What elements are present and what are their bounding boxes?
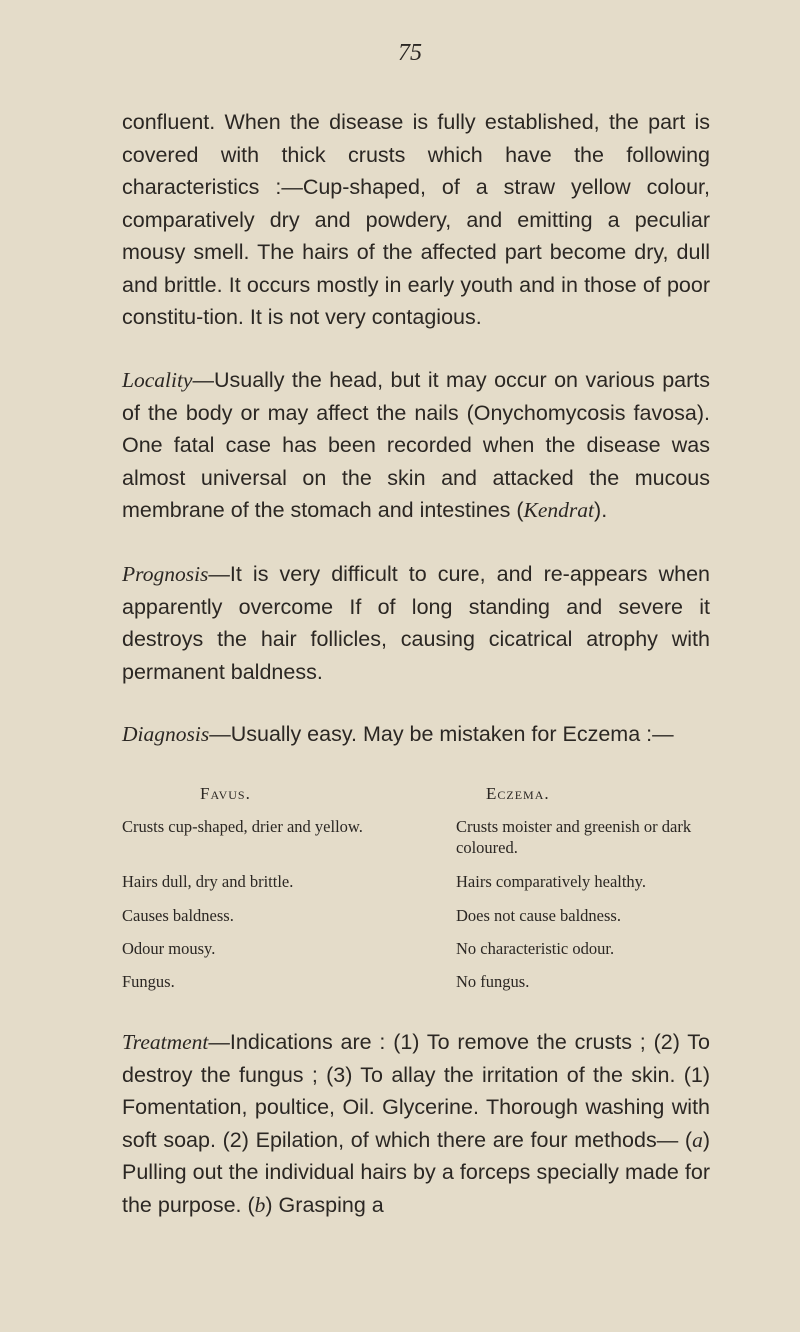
paragraph-treatment <box>122 1026 710 1221</box>
description-text: confluent. When the disease is fully established, the part is covered with thick crusts which have the following characteristics :—Cup-shaped, of a straw yellow colour, comparatively dry and powdery, and emitting a peculiar mousy smell. The hairs of the affected part become dry, dull and brittle. It occurs mostly in early youth and in those of poor constitu-tion. It is not very contagious. <box>122 110 710 329</box>
column-heading-favus: Favus. <box>200 784 251 803</box>
eczema-row-3: Does not cause baldness. <box>456 906 621 925</box>
prognosis-label: Prognosis <box>122 562 209 586</box>
favus-row-3: Causes baldness. <box>122 906 234 925</box>
column-heading-eczema: Eczema. <box>486 784 550 803</box>
eczema-row-4: No characteristic odour. <box>456 939 615 958</box>
prognosis-text: —It is very difficult to cure, and re-appears when apparently overcome If of long standing and severe it destroys the hair follicles, causing cicatrical atrophy with permanent baldness. <box>122 562 710 684</box>
diagnosis-text: —Usually easy. May be mistaken for Eczema :— <box>209 722 674 746</box>
page-number: 75 <box>398 40 422 66</box>
favus-row-1: Crusts cup-shaped, drier and yellow. <box>122 817 363 836</box>
eczema-row-1: Crusts moister and greenish or dark coloured. <box>456 817 692 857</box>
paragraph-diagnosis <box>122 718 710 751</box>
locality-label: Locality <box>122 368 193 392</box>
treatment-text: —Indications are : (1) To remove the crusts ; (2) To destroy the fungus ; (3) To allay the irritation of the skin. (1) Fomentation, poultice, Oil. Glycerine. Thorough washing with soft soap. (2) Epilation, of which there are four methods— ( <box>122 1030 710 1152</box>
method-b-letter: b <box>254 1192 266 1217</box>
treatment-text-3: ) Grasping a <box>265 1192 384 1217</box>
citation-kendrat: Kendrat <box>523 498 595 522</box>
paragraph-prognosis <box>122 558 710 688</box>
favus-row-2: Hairs dull, dry and brittle. <box>122 872 294 891</box>
locality-text-end: ). <box>594 498 608 522</box>
paragraph-description <box>122 106 710 334</box>
diagnosis-label: Diagnosis <box>122 722 210 746</box>
favus-row-4: Odour mousy. <box>122 939 216 958</box>
treatment-label: Treatment <box>122 1030 209 1054</box>
method-a-letter: a <box>692 1127 703 1152</box>
favus-row-5: Fungus. <box>122 972 175 991</box>
eczema-row-2: Hairs comparatively healthy. <box>456 872 646 891</box>
locality-text: —Usually the head, but it may occur on various parts of the body or may affect the nails (Onychomycosis favosa). One fatal case has been recorded when the disease was almost universal on the skin and attacked the mucous membrane of the stomach and intestines ( <box>122 368 710 522</box>
treatment-text-2: ) Pulling out the individual hairs by a forceps specially made for the purpose. ( <box>122 1127 710 1217</box>
eczema-row-5: No fungus. <box>456 972 530 991</box>
paragraph-locality <box>122 364 710 527</box>
